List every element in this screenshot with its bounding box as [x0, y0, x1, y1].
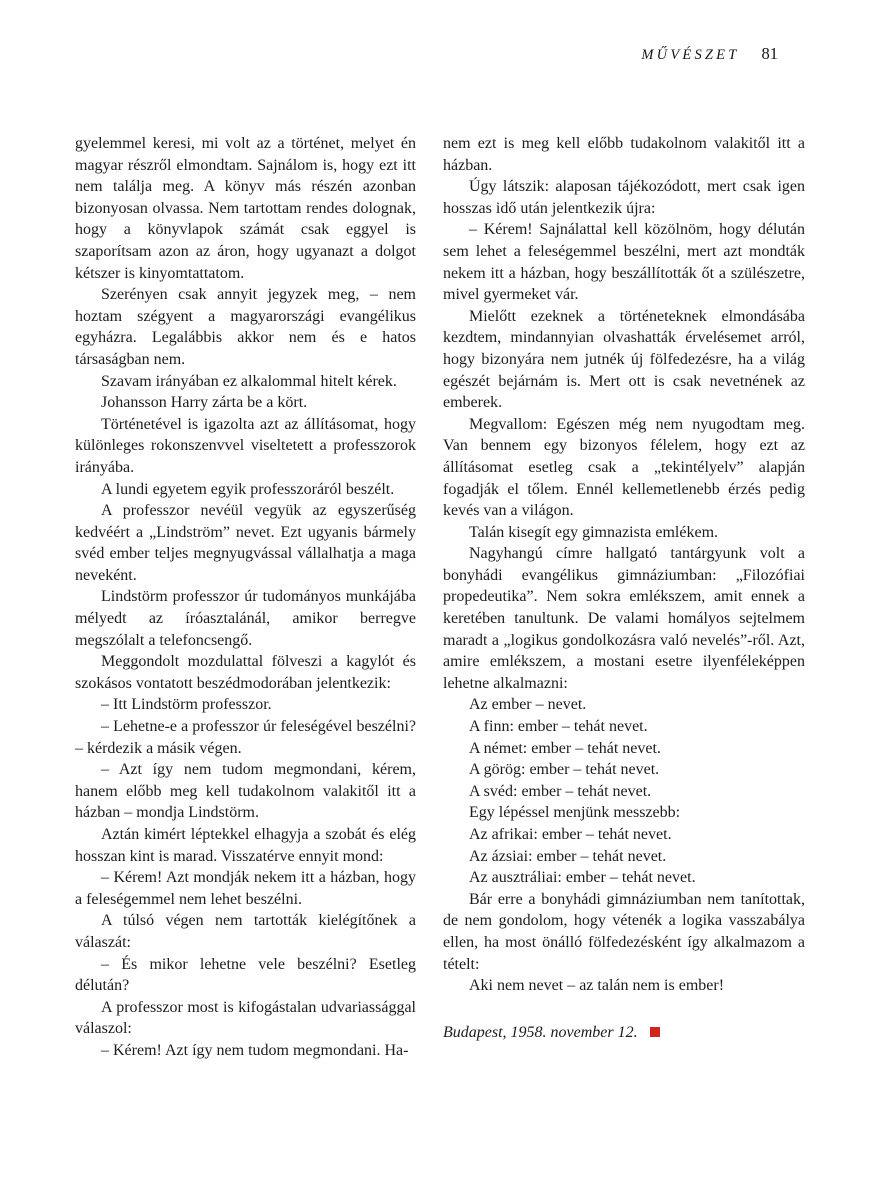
- signature-line: [443, 1022, 805, 1044]
- paragraph: Az ember – nevet.: [469, 696, 587, 714]
- paragraph: A professzor most is kifogástalan udvariassággal válaszol:: [75, 998, 416, 1038]
- section-title: MŰVÉSZET: [641, 47, 740, 63]
- paragraph: Történetével is igazolta azt az állításomat, hogy különleges rokonszenvvel viseltetett a professzorok irányába.: [75, 415, 416, 476]
- paragraph: Az afrikai: ember – tehát nevet.: [469, 826, 672, 843]
- paragraph: Lindstörm professzor úr tudományos munkájába mélyedt az íróasztalánál, amikor berregve megszólalt a telefoncsengő.: [75, 588, 416, 649]
- paragraph: A finn: ember – tehát nevet.: [469, 718, 648, 736]
- paragraph: Szerényen csak annyit jegyzek meg, – nem hoztam szégyent a magyarországi evangélikus egyházra. Legalábbis akkor nem és e hatos társaságban nem.: [75, 286, 416, 368]
- paragraph: – Azt így nem tudom megmondani, kérem, hanem előbb meg kell tudakolnom valakitől itt a házban – mondja Lindstörm.: [75, 761, 416, 822]
- paragraph: Aki nem nevet – az talán nem is ember!: [469, 977, 725, 995]
- paragraph: Meggondolt mozdulattal fölveszi a kagylót és szokásos vontatott beszédmodorában jelentkezik:: [75, 653, 416, 692]
- paragraph: Úgy látszik: alaposan tájékozódott, mert csak igen hosszas idő után jelentkezik újra:: [443, 178, 805, 217]
- paragraph: Mielőtt ezeknek a történeteknek elmondásába kezdtem, mindannyian olvashatták érvelésemet arról, hogy bizonyára nem jutnék új fölfedezésre, ha a világ egészét bejárnám is. Mert ott is csak nevetnének az emberek.: [443, 307, 805, 412]
- paragraph: Az ázsiai: ember – tehát nevet.: [469, 847, 667, 865]
- paragraph: gyelemmel keresi, mi volt az a történet, melyet én magyar részről elmondtam. Sajnálom is, hogy ezt itt nem találja meg. A könyv más részén azonban bizonyosan olvassa. Nem tartottam rendes dolognak, hogy a könyvlapok számát csak eggyel is szaporítsam azon az áron, hogy ugyanazt a dolgot kétszer is kinyomtattatom.: [75, 135, 416, 282]
- paragraph: – Kérem! Azt mondják nekem itt a házban, hogy a feleségemmel nem lehet beszélni.: [75, 869, 416, 908]
- paragraph: Szavam irányában ez alkalommal hitelt kérek.: [101, 372, 397, 390]
- paragraph: Az ausztráliai: ember – tehát nevet.: [469, 869, 696, 887]
- left-text-column: [75, 133, 416, 1062]
- paragraph: – Lehetne-e a professzor úr feleségével beszélni? – kérdezik a másik végen.: [75, 718, 416, 757]
- paragraph: – Itt Lindstörm professzor.: [101, 696, 272, 714]
- paragraph: – Kérem! Azt így nem tudom megmondani. Ha-: [101, 1041, 409, 1059]
- signature-text: Budapest, 1958. november 12.: [443, 1023, 638, 1041]
- paragraph: Johansson Harry zárta be a kört.: [101, 394, 308, 412]
- paragraph: A svéd: ember – tehát nevet.: [469, 782, 652, 800]
- page-number: 81: [761, 44, 778, 63]
- paragraph: Nagyhangú címre hallgató tantárgyunk volt a bonyhádi evangélikus gimnáziumban: „Filozófiai propedeutika”. Nem sokra emlékszem, amit ennek a keretében tanultunk. De valami homályos sejtelmem maradt a „logikus gondolkozásra való nevelés”-ről. Azt, amire emlékszem, a mostani esetre ilyenféleképpen lehetne alkalmazni:: [443, 545, 805, 692]
- paragraph: A német: ember – tehát nevet.: [469, 739, 661, 757]
- paragraph: Megvallom: Egészen még nem nyugodtam meg. Van bennem egy bizonyos félelem, hogy ezt az állításomat esetleg csak a „tekintélyelv” alapján fogadják el tőlem. Ennél kellemetlenebb érzés pedig kevés van a világon.: [443, 415, 805, 520]
- paragraph: A lundi egyetem egyik professzoráról beszélt.: [101, 480, 395, 498]
- paragraph: – És mikor lehetne vele beszélni? Esetleg délután?: [75, 955, 416, 995]
- paragraph: Egy lépéssel menjünk messzebb:: [469, 804, 681, 822]
- paragraph: Talán kisegít egy gimnazista emlékem.: [469, 523, 719, 541]
- right-column-paragraphs: [443, 133, 805, 997]
- paragraph: A görög: ember – tehát nevet.: [469, 761, 660, 779]
- paragraph: A túlsó végen nem tartották kielégítőnek a válaszát:: [75, 912, 416, 951]
- paragraph: nem ezt is meg kell előbb tudakolnom valakitől itt a házban.: [443, 135, 805, 174]
- paragraph: – Kérem! Sajnálattal kell közölnöm, hogy délután sem lehet a feleségemmel beszélni, mert azt mondták nekem itt a házban, hogy beszállították őt a szülészetre, mivel gyermeket vár.: [443, 221, 805, 304]
- paragraph: Bár erre a bonyhádi gimnáziumban nem tanítottak, de nem gondolom, hogy vétenék a logika vasszabálya ellen, ha most önálló fölfedezésként így alkalmazom a tételt:: [443, 890, 805, 973]
- right-text-column: [443, 133, 805, 1043]
- paragraph: Aztán kimért léptekkel elhagyja a szobát és elég hosszan kint is marad. Visszatérve ennyit mond:: [75, 826, 416, 865]
- page-header: [641, 44, 778, 64]
- paragraph: A professzor nevéül vegyük az egyszerűség kedvéért a „Lindström” nevet. Ezt ugyanis bármely svéd ember teljes megnyugvással vállalhatja a maga neveként.: [75, 502, 416, 584]
- end-mark-icon: [650, 1027, 660, 1037]
